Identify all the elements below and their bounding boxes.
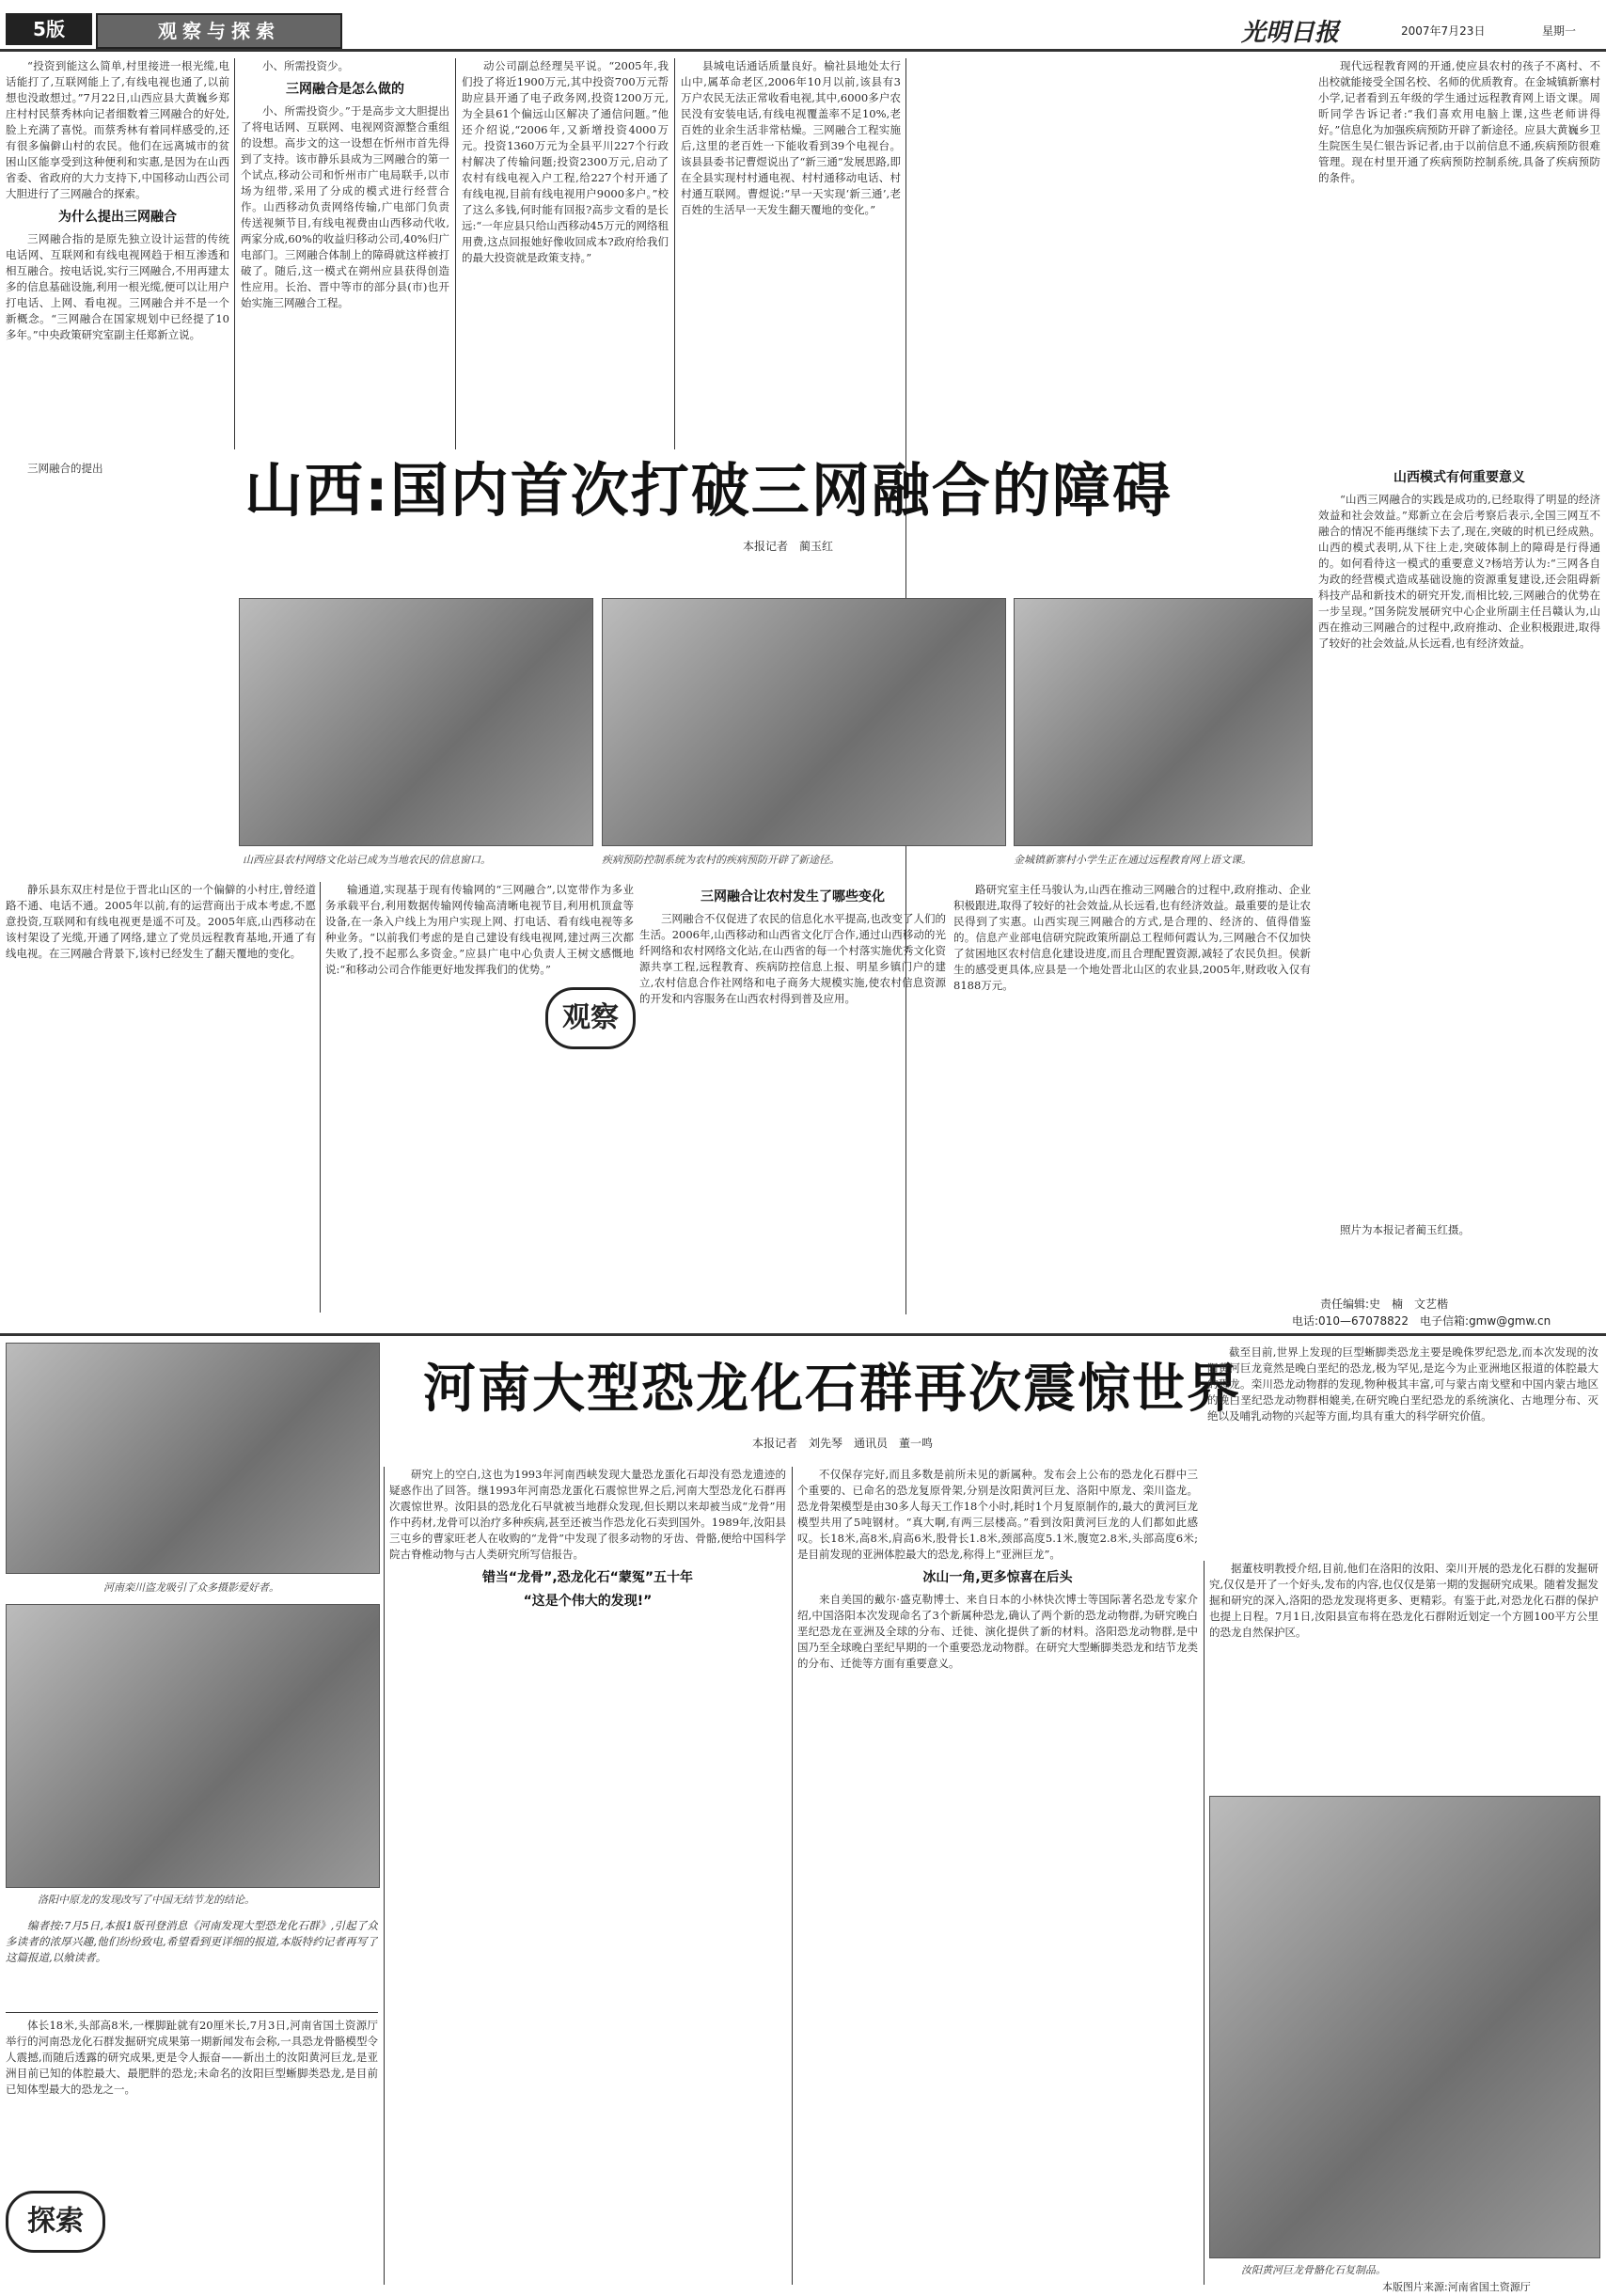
s1-photo-caption: 金城镇新寨村小学生正在通过远程教育网上语文课。 xyxy=(1014,854,1252,866)
s1-col6 xyxy=(1318,463,1600,1313)
s1-col2 xyxy=(241,58,449,453)
s1-col2-para: 小、所需投资少。”于是高步文大胆提出了将电话网、互联网、电视网资源整合重组的设想。高步文的这一设想在忻州市首先得到了支持。该市静乐县成为三网融合的第一个试点,移动公司和忻州市广电局联手,以市场为纽带,采用了分成的模式进行经营合作。山西移动负责网络传输,广电部门负责传送视频节目,有线电视费由山西移动代收,两家分成,60%的收益归移动公司,40%归广电部门。三网融合体制上的障碍就这样被打破了。随后,这一模式在朔州应县获得创造性应用。长治、晋中等市的部分县(市)也开始实施三网融合工程。 xyxy=(241,104,449,309)
header-rule xyxy=(0,49,1606,52)
photo-dinosaur-photographers xyxy=(6,1343,380,1574)
s1-col9-para: 三网融合不仅促进了农民的信息化水平提高,也改变了人们的生活。2006年,山西移动和山西省文化厅合作,通过山西移动的光纤网络和农村网络文化站,在山西省的每一个村落实施优秀文化资源共享工程,远程教育、疾病防控信息上报、明星乡镇门户的建立,农村信息合作社网络和电子商务大规模实施,使农村信息资源的开发和内容服务在山西农村得到普及应用。 xyxy=(639,912,946,1005)
s1-col1-lower xyxy=(6,461,229,874)
s2-photo-caption: 洛阳中原龙的发现改写了中国无结节龙的结论。 xyxy=(38,1894,255,1906)
issue-date: 2007年7月23日 xyxy=(1401,24,1486,38)
s1-col9 xyxy=(639,882,946,1314)
s2-col5 xyxy=(1209,1561,1598,1796)
s2-col3-para: 不仅保存完好,而且多数是前所未见的新属种。发布会上公布的恐龙化石群中三个重要的、已命名的恐龙复原骨架,分别是汝阳黄河巨龙、洛阳中原龙、栾川盗龙。恐龙骨架模型是由30多人每天工作18个小时,耗时1个月复原制作的,最大的黄河巨龙模型共用了5吨钢材。“真大啊,有两三层楼高。”看到汝阳黄河巨龙的人们都如此感叹。长18米,高8米,肩高6米,股骨长1.8米,颈部高度5.1米,腹宽2.8米,头部高度6米;是目前发现的亚洲体腔最大的恐龙,称得上“亚洲巨龙”。 xyxy=(797,1468,1198,1561)
s2-col4-para: 截至目前,世界上发现的巨型蜥脚类恐龙主要是晚侏罗纪恐龙,而本次发现的汝阳黄河巨龙竟然是晚白垩纪的恐龙,极为罕见,是迄今为止亚洲地区报道的体腔最大的恐龙。栾川恐龙动物群的发现,物种极其丰富,可与蒙古南戈壁和中国内蒙古地区的晚白垩纪恐龙动物群相媲美,在研究晚白垩纪恐龙的系统演化、古地理分布、灭绝以及哺乳动物的兴起等方面,均具有重大的科学研究价值。 xyxy=(1207,1345,1598,1423)
photo-village-internet-cafe xyxy=(239,598,593,846)
s2-col5-para: 据董枝明教授介绍,目前,他们在洛阳的汝阳、栾川开展的恐龙化石群的发掘研究,仅仅是开了一个好头,发布的内容,也仅仅是第一期的发掘研究成果。随着发掘发掘和研究的深入,洛阳的恐龙发现将更多、更精彩。有鉴于此,对恐龙化石群的保护也提上日程。7月1日,汝阳县宣布将在恐龙化石群附近划定一个方圆100平方公里的恐龙自然保护区。 xyxy=(1209,1562,1598,1639)
issue-weekday: 星期一 xyxy=(1542,24,1577,38)
col-divider xyxy=(674,58,675,449)
photo-ruyang-giant-dinosaur xyxy=(1209,1796,1600,2258)
s1-col7-para: 静乐县东双庄村是位于晋北山区的一个偏僻的小村庄,曾经道路不通、电话不通。2005年以前,有的运营商出于成本考虑,不愿意投资,互联网和有线电视更是遥不可及。2005年底,山西移动在该村架设了光缆,开通了网络,建立了党员远程教育基地,开通了有线电视。在三网融合背景下,该村已经发生了翻天覆地的变化。 xyxy=(6,883,316,960)
s1-col1b-para: 三网融合指的是原先独立设计运营的传统电话网、互联网和有线电视网趋于相互渗透和相互融合。按电话说,实行三网融合,不用再建太多的信息基础设施,利用一根光缆,便可以让用户打电话、上网、看电视。三网融合并不是一个新概念。“三网融合在国家规划中已经提了10多年。”中央政策研究室副主任郑新立说。 xyxy=(6,232,229,341)
col-divider xyxy=(455,58,456,449)
s1-byline: 本报记者 蔺玉红 xyxy=(743,540,834,553)
s1-col1-para: “投资到能这么简单,村里接进一根光缆,电话能打了,互联网能上了,有线电视也通了,以前想也没敢想过。”7月22日,山西应县大黄巍乡郑庄村村民蔡秀林向记者细数着三网融合的好处,脸上充满了喜悦。而蔡秀林有着同样感受的,还有很多偏僻山村的农民。他们在远离城市的贫困山区能享受到这种便利和实惠,是因为在山西省委、省政府的大力支持下,中国移动山西公司大胆进行了三网融合的探索。 xyxy=(6,59,229,200)
col-divider xyxy=(234,58,235,449)
page-number-badge: 5版 xyxy=(6,13,92,45)
s1-headline: 山西:国内首次打破三网融合的障碍 xyxy=(244,456,1173,525)
s1-col1 xyxy=(6,58,229,453)
photo-remote-education-class xyxy=(1014,598,1313,846)
s2-subhead-dragon-bone: 错当“龙骨”,恐龙化石“蒙冤”五十年 xyxy=(481,1570,694,1585)
s1-col2-intro: 小、所需投资少。 xyxy=(262,59,349,72)
s1-subhead-change: 三网融合让农村发生了哪些变化 xyxy=(701,889,885,904)
story-divider xyxy=(0,1333,1606,1336)
s1-col5 xyxy=(1318,58,1600,453)
photo-central-plains-dinosaur xyxy=(6,1604,380,1888)
s2-subhead-tip-of-iceberg: 冰山一角,更多惊喜在后头 xyxy=(922,1570,1073,1585)
s1-col7 xyxy=(6,882,316,1314)
s2-editor-note-box xyxy=(6,1918,378,2013)
s2-lead xyxy=(6,2018,378,2178)
s2-photo-caption: 汝阳黄河巨龙骨骼化石复制品。 xyxy=(1241,2264,1386,2276)
section-banner: 观察与探索 xyxy=(96,13,342,49)
s1-col3 xyxy=(462,58,669,453)
s2-col2-para: 研究上的空白,这也为1993年河南西峡发现大量恐龙蛋化石却没有恐龙遗迹的疑惑作出了回答。继1993年河南恐龙蛋化石震惊世界之后,河南大型恐龙化石群再次震惊世界。汝阳县的恐龙化石早就被当地群众发现,但长期以来却被当成“龙骨”用作中药材,龙骨可以治疗多种疾病,甚至还被当作恐龙化石卖到国外。1989年,汝阳县三屯乡的曹家旺老人在收购的“龙骨”中发现了很多动物的牙齿、骨骼,便给中国科学院古脊椎动物与古人类研究所写信报告。 xyxy=(389,1468,786,1561)
s2-byline: 本报记者 刘先琴 通讯员 董一鸣 xyxy=(752,1437,934,1450)
s1-col3-para: 动公司副总经理吴平说。“2005年,我们投了将近1900万元,其中投资700万元帮助应县开通了电子政务网,投资1200万元,为全县61个偏远山区解决了通信问题。”他还介绍说,“2006年,又新增投资4000万元。投资1360万元为全县平川227个行政村解决了传输问题;投资2300万元,启动了农村有线电视入户工程,给227个村开通了有线电视,目前有线电视用户9000多户。”校了这么多钱,何时能有回报?高步文看的是长远:“一年应县只给山西移动45万元的网络租用费,这点回报她好像收回成本?政府给我们的最大投资就是政策支持。” xyxy=(462,59,669,264)
s2-editor-note: 编者按:7月5日,本报1版刊登消息《河南发现大型恐龙化石群》,引起了众多读者的浓厚兴趣,他们纷纷致电,希望看到更详细的报道,本版特约记者再写了这篇报道,以飨读者。 xyxy=(6,1919,378,1964)
s2-subhead-great-discovery: “这是个伟大的发现!” xyxy=(523,1594,653,1609)
observation-badge: 观察 xyxy=(545,987,636,1049)
s1-col4 xyxy=(681,58,901,453)
s2-col2 xyxy=(389,1467,786,2275)
image-credit: 本版图片来源:河南省国土资源厅 xyxy=(1382,2281,1531,2293)
s1-subhead-how: 三网融合是怎么做的 xyxy=(286,82,404,97)
s1-col10 xyxy=(953,882,1311,1314)
s2-headline: 河南大型恐龙化石群再次震惊世界 xyxy=(423,1359,1241,1420)
s2-photo-caption: 河南栾川盗龙吸引了众多摄影爱好者。 xyxy=(103,1581,279,1594)
s1-subhead-why: 为什么提出三网融合 xyxy=(58,210,177,225)
exploration-badge: 探索 xyxy=(6,2191,105,2253)
s1-col6-para: “山西三网融合的实践是成功的,已经取得了明显的经济效益和社会效益。”郑新立在会后考察后表示,全国三网互不融合的情况不能再继续下去了,现在,突破的时机已经成熟。山西的模式表明,从下往上走,突破体制上的障碍是行得通的。如何看待这一模式的重要意义?杨培芳认为:“三网各自为政的经营模式造成基础设施的资源重复建设,还会阻碍新科技产品和新技术的研究开发,而相比较,三网融合的优势在一步呈现。”国务院发展研究中心企业所副主任吕赣认为,山西在推动三网融合的过程中,政府推动、企业积极跟进,取得了较好的社会效益,从长远看,也有经济效益。 xyxy=(1318,493,1600,650)
s1-col1-lower-para: 三网融合的提出 xyxy=(27,462,103,475)
s1-col8 xyxy=(325,882,634,1314)
s2-lead-para: 体长18米,头部高8米,一棵脚趾就有20厘米长,7月3日,河南省国土资源厅举行的河南恐龙化石群发掘研究成果第一期新闻发布会称,一具恐龙骨骼模型令人震撼,而随后透露的研究成果,更是令人振奋——新出土的汝阳黄河巨龙,是亚洲目前已知的体腔最大、最肥胖的恐龙;未命名的汝阳巨型蜥脚类恐龙,是目前已知体型最大的恐龙之一。 xyxy=(6,2019,378,2096)
s1-col8-para: 输通道,实现基于现有传输网的“三网融合”,以宽带作为多业务承载平台,利用数据传输网传输高清晰电视节目,利用机顶盒等设备,在一条入户线上为用户实现上网、打电话、看有线电视等多种业务。“以前我们考虑的是自己建设有线电视网,建过两三次都失败了,投不起那么多资金。”应县广电中心负责人王树文感慨地说:“和移动公司合作能更好地发挥我们的优势。” xyxy=(325,883,634,976)
s1-photo-caption: 山西应县农村网络文化站已成为当地农民的信息窗口。 xyxy=(243,854,491,866)
photo-disease-control-system xyxy=(602,598,1006,846)
s1-contact: 电话:010—67078822 电子信箱:gmw@gmw.cn xyxy=(1292,1314,1551,1328)
s1-subhead-significance: 山西模式有何重要意义 xyxy=(1393,470,1525,485)
s1-col5-para: 现代远程教育网的开通,使应县农村的孩子不离村、不出校就能接受全国名校、名师的优质教育。在金城镇新寨村小学,记者看到五年级的学生通过远程教育网上语文课。周昕同学告诉记者:“我们喜欢用电脑上课,这些老师讲得好。”信息化为加强疾病预防开辟了新途径。应县大黄巍乡卫生院医生吴仁银告诉记者,由于以前信息不通,疾病预防很难管理。现在村里开通了疾病预防控制系统,具备了疾病预防的条件。 xyxy=(1318,59,1600,184)
s1-col10-para: 路研究室主任马骏认为,山西在推动三网融合的过程中,政府推动、企业积极跟进,取得了较好的社会效益,从长远看,也有经济效益。最重要的是让农民得到了实惠。山西实现三网融合的方式,是合理的、经济的、值得借鉴的。信息产业部电信研究院政策所副总工程师何霞认为,三网融合不仅加快了贫困地区农村信息化建设进度,而且合理配置资源,减轻了农民负担。侯新生的感受更具体,应县是一个地处晋北山区的农业县,2005年,财政收入仅有8188万元。 xyxy=(953,883,1311,992)
masthead-logo: 光明日报 xyxy=(1241,19,1340,47)
col-divider xyxy=(384,1467,385,2285)
s1-photo-credit: 照片为本报记者蔺玉红摄。 xyxy=(1340,1223,1470,1236)
s2-col6-para: 来自美国的戴尔·盛克勒博士、来自日本的小林快次博士等国际著名恐龙专家介绍,中国洛阳本次发现命名了3个新属种恐龙,确认了两个新的恐龙动物群,为研究晚白垩纪恐龙在亚洲及全球的分布、迁徙、演化提供了新的材料。洛阳恐龙动物群,是中国乃至全球晚白垩纪早期的一个重要恐龙动物群。在研究大型蜥脚类恐龙和结节龙类的分布、迁徙等方面有重要意义。 xyxy=(797,1593,1198,1670)
s1-photo-caption: 疾病预防控制系统为农村的疾病预防开辟了新途径。 xyxy=(602,854,840,866)
col-divider xyxy=(320,882,321,1313)
s2-col-right-top xyxy=(1207,1345,1598,1561)
s1-col4-para: 县城电话通话质量良好。榆社县地处太行山中,属革命老区,2006年10月以前,该县有3万户农民无法正常收看电视,其中,6000多户农民没有安装电话,有线电视覆盖率不足10%,老百姓的业余生活非常枯燥。三网融合工程实施后,这里的老百姓一下能收看到39个电视台。该县县委书记曹煜说出了“新三通”发展思路,即在全县实现村村通电视、村村通移动电话、村村通互联网。曹煜说:“早一天实现‘新三通’,老百姓的生活早一天发生翻天覆地的变化。” xyxy=(681,59,901,216)
s1-editor: 责任编辑:史 楠 文艺楷 xyxy=(1320,1297,1449,1311)
s2-col3 xyxy=(797,1467,1198,2275)
col-divider xyxy=(792,1467,793,2285)
